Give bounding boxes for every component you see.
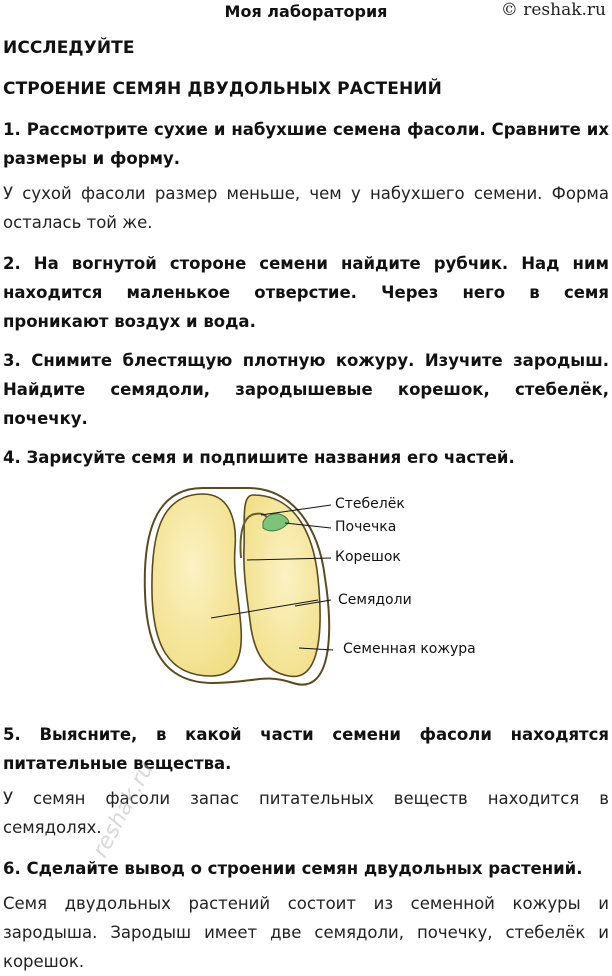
task-1-answer: У сухой фасоли размер меньше, чем у набухшего семени. Форма осталась той же. <box>3 184 609 232</box>
site-watermark: © reshak.ru <box>500 0 606 20</box>
label-root: Корешок <box>335 549 401 565</box>
task-2-question: 2. На вогнутой стороне семени найдите рубчик. Над ним находится маленькое отверстие. Через него в семя проникают воздух и вода. <box>3 254 609 331</box>
task-1-question: 1. Рассмотрите сухие и набухшие семена фасоли. Сравните их размеры и форму. <box>3 120 609 168</box>
worksheet-content <box>3 38 609 976</box>
task-5-answer: У семян фасоли запас питательных веществ находится в семядолях. <box>3 789 609 837</box>
task-3-question: 3. Снимите блестящую плотную кожуру. Изучите зародыш. Найдите семядоли, зародышевые корешок, стебелёк, почечку. <box>3 351 609 428</box>
task-6-question: 6. Сделайте вывод о строении семян двудольных растений. <box>3 859 583 878</box>
page-header-title: Моя лаборатория <box>224 2 388 21</box>
label-bud: Почечка <box>335 519 397 535</box>
task-5-question: 5. Выясните, в какой части семени фасоли находятся питательные вещества. <box>3 725 609 773</box>
bean-seed-drawing <box>3 478 609 716</box>
section-heading: ИССЛЕДУЙТЕ <box>3 38 135 58</box>
label-cotyledons: Семядоли <box>338 592 412 608</box>
task-6-answer: Семя двудольных растений состоит из семенной кожуры и зародыша. Зародыш имеет две семядоли, почечку, стебелёк и корешок. <box>3 894 609 971</box>
left-cotyledon <box>152 494 241 676</box>
diagonal-watermark: reshak.ru <box>88 757 159 862</box>
label-stem: Стебелёк <box>335 496 405 512</box>
label-seed-coat: Семенная кожура <box>343 641 476 657</box>
task-4-question: 4. Зарисуйте семя и подпишите названия его частей. <box>3 448 515 467</box>
bean-seed-diagram <box>3 478 609 716</box>
section-subheading: СТРОЕНИЕ СЕМЯН ДВУДОЛЬНЫХ РАСТЕНИЙ <box>3 79 442 99</box>
